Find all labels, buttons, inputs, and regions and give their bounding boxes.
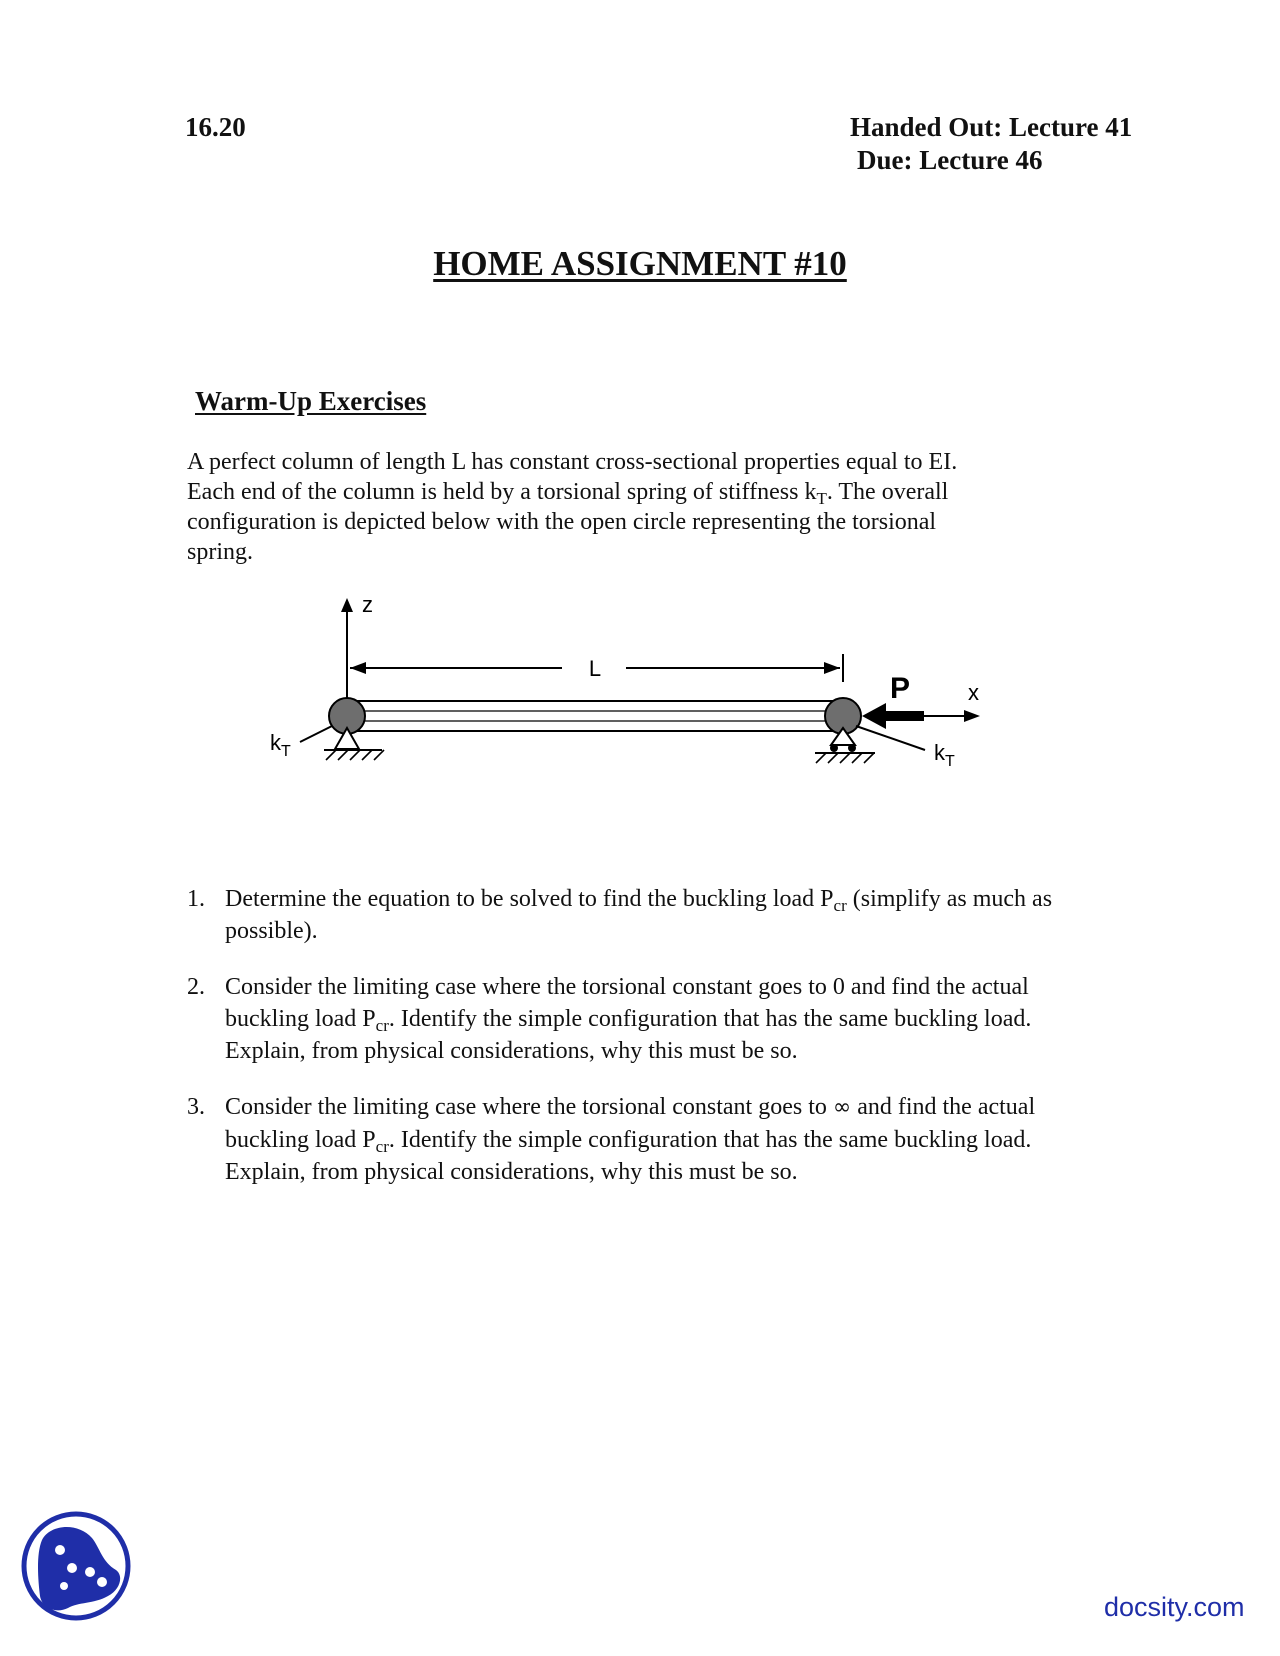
question-2-text-b: . Identify the simple configuration that has the same buckling load. Explain, from physical considerations, why this must be so. <box>225 1006 1032 1064</box>
intro-line-1: A perfect column of length L has constant cross-sectional properties equal to EI. <box>187 449 958 475</box>
section-title: Warm-Up Exercises <box>195 386 427 416</box>
question-2 <box>187 971 1107 1067</box>
right-spring-label <box>934 740 955 770</box>
question-3-text-b: . Identify the simple configuration that has the same buckling load. Explain, from physical considerations, why this must be so. <box>225 1127 1032 1185</box>
question-3-text-a2: and find the actual buckling load P <box>225 1094 1036 1153</box>
intro-line-2-sub: T <box>816 489 827 508</box>
question-1-text-b: (simplify as much as possible). <box>225 886 1053 944</box>
z-axis-arrowhead <box>341 598 353 612</box>
question-1-text-a: Determine the equation to be solved to find the buckling load P <box>225 886 834 912</box>
infinity-symbol: ∞ <box>832 1095 852 1120</box>
left-ground-hatch <box>326 750 384 760</box>
brand-name[interactable]: docsity.com <box>1104 1592 1245 1622</box>
x-axis-label: x <box>968 680 979 705</box>
question-1 <box>187 883 1107 947</box>
question-3-sub: cr <box>375 1137 389 1156</box>
length-label: L <box>588 656 602 681</box>
right-roller-wheel-2 <box>848 744 856 752</box>
x-axis-arrowhead <box>964 710 980 722</box>
course-number: 16.20 <box>185 112 246 142</box>
question-2-number: 2. <box>187 974 205 1000</box>
due-label: Due: Lecture 46 <box>857 145 1043 175</box>
intro-line-4: spring. <box>187 539 253 565</box>
intro-line-3: configuration is depicted below with the open circle representing the torsional <box>187 509 937 535</box>
z-axis-label: z <box>362 592 373 617</box>
load-arrowhead <box>862 703 886 729</box>
intro-line-2 <box>187 477 1087 507</box>
question-3-text-a: Consider the limiting case where the torsional constant goes to <box>225 1094 833 1120</box>
handed-out-label: Handed Out: Lecture 41 <box>850 112 1133 142</box>
right-spring-k: k <box>934 740 945 765</box>
left-spring-k: k <box>270 730 281 755</box>
page-title <box>0 244 1280 284</box>
docsity-logo-icon <box>20 1510 132 1622</box>
left-spring-sub: T <box>281 743 291 760</box>
page-title-text: HOME ASSIGNMENT #10 <box>433 244 847 283</box>
intro-line-2-b: . The overall <box>826 479 949 505</box>
intro-paragraph <box>187 447 1087 567</box>
length-arrowhead-right <box>824 662 840 674</box>
question-3-number: 3. <box>187 1094 205 1120</box>
question-2-sub: cr <box>375 1016 389 1035</box>
load-arrow-shaft <box>882 711 924 721</box>
right-roller-wheel-1 <box>830 744 838 752</box>
right-ground-hatch <box>816 753 874 763</box>
load-label: P <box>889 672 911 705</box>
right-spring-sub: T <box>945 753 955 770</box>
intro-line-2-a: Each end of the column is held by a torsional spring of stiffness k <box>187 479 817 505</box>
left-spring-label <box>270 730 291 760</box>
right-spring-leader <box>856 726 925 750</box>
question-1-number: 1. <box>187 886 205 912</box>
question-2-text-a: Consider the limiting case where the torsional constant goes to 0 and find the actual buckling load P <box>225 974 1029 1032</box>
column-diagram <box>250 590 1010 800</box>
question-1-sub: cr <box>833 896 847 915</box>
question-3 <box>187 1091 1107 1188</box>
length-arrowhead-left <box>350 662 366 674</box>
